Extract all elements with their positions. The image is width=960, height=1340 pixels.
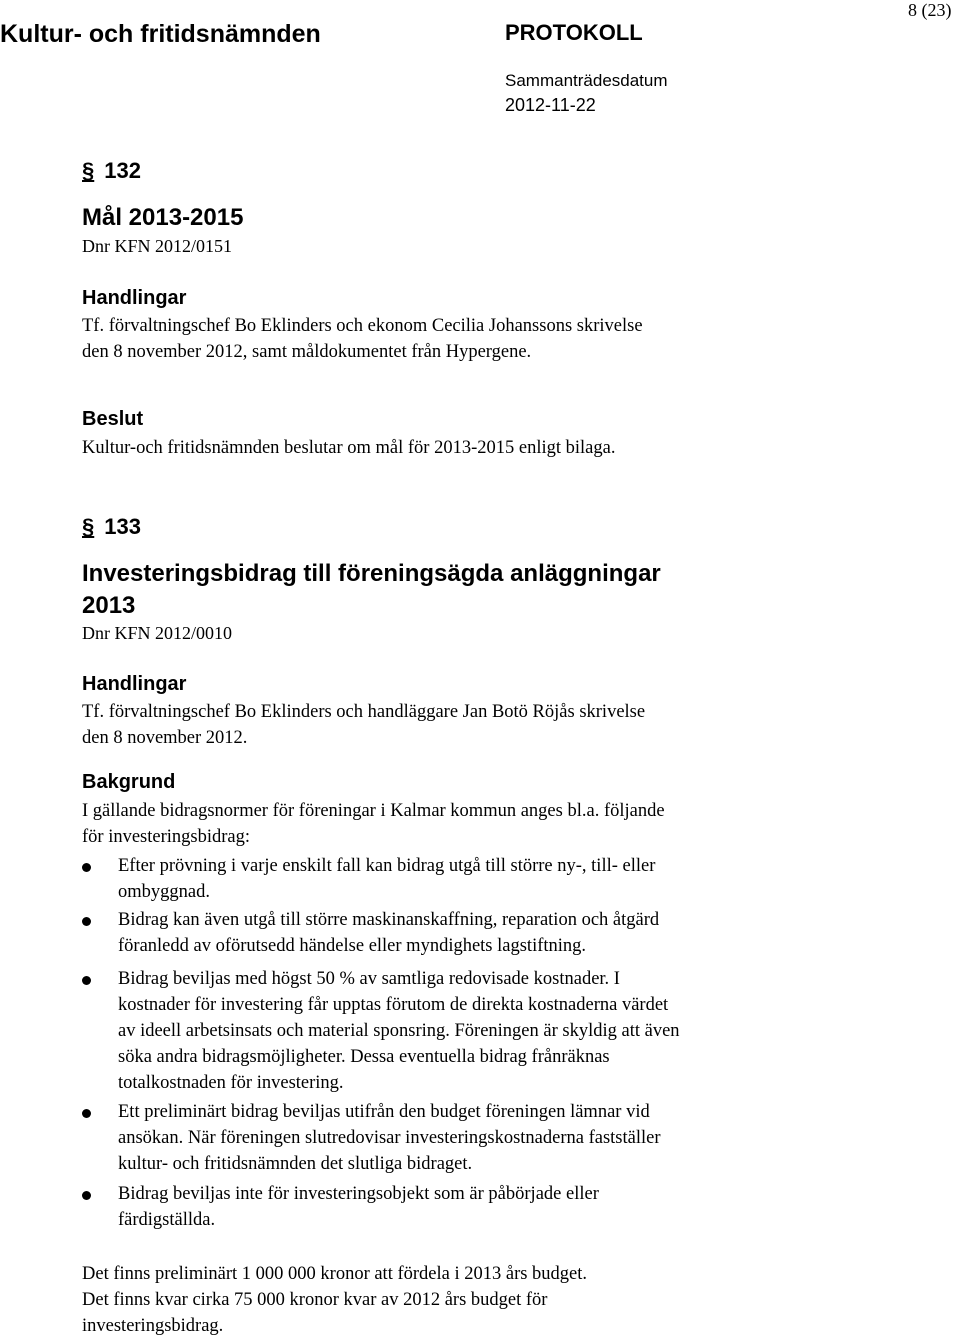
paragraph-132-handlingar-heading: Handlingar [82, 287, 187, 309]
paragraph-132-dnr: Dnr KFN 2012/0151 [82, 236, 233, 256]
closing-text: Det finns kvar cirka 75 000 kronor kvar av 2012 års budget för [82, 1290, 548, 1310]
page-number: 8 (23) [908, 0, 952, 20]
paragraph-number-text: 132 [104, 158, 141, 183]
bullet-text: Efter prövning i varje enskilt fall kan bidrag utgå till större ny-, till- eller [118, 856, 656, 876]
bullet-text: Bidrag kan även utgå till större maskinanskaffning, reparation och åtgärd [118, 910, 660, 930]
closing-text: Det finns preliminärt 1 000 000 kronor att fördela i 2013 års budget. [82, 1264, 588, 1284]
paragraph-133-handlingar-line: den 8 november 2012. [82, 728, 248, 748]
paragraph-133-bakgrund-heading: Bakgrund [82, 771, 176, 793]
paragraph-133-dnr: Dnr KFN 2012/0010 [82, 623, 233, 643]
bullet-marker [82, 863, 91, 872]
bullet-marker [82, 976, 91, 985]
meeting-date: 2012-11-22 [505, 95, 596, 115]
bullet-text: av ideell arbetsinsats och material sponsring. Föreningen är skyldig att även [118, 1021, 680, 1041]
paragraph-133-title: 2013 [82, 592, 136, 619]
paragraph-133-number [82, 514, 141, 540]
paragraph-132-handlingar-line: den 8 november 2012, samt måldokumentet från Hypergene. [82, 342, 532, 362]
document-type: PROTOKOLL [505, 20, 643, 45]
bullet-text: Bidrag beviljas med högst 50 % av samtliga redovisade kostnader. I [118, 969, 620, 989]
paragraph-132-beslut-heading: Beslut [82, 408, 144, 430]
bullet-text: söka andra bidragsmöjligheter. Dessa eventuella bidrag frånräknas [118, 1047, 610, 1067]
bullet-text: färdigställda. [118, 1210, 216, 1230]
bullet-text: föranledd av oförutsedd händelse eller myndighets lagstiftning. [118, 936, 587, 956]
paragraph-132-beslut-line: Kultur-och fritidsnämnden beslutar om mål för 2013-2015 enligt bilaga. [82, 438, 616, 458]
paragraph-133-title: Investeringsbidrag till föreningsägda anläggningar [82, 560, 661, 587]
bullet-marker [82, 917, 91, 926]
bullet-marker [82, 1109, 91, 1118]
section-symbol: § [82, 514, 95, 539]
paragraph-133-handlingar-line: Tf. förvaltningschef Bo Eklinders och handläggare Jan Botö Röjås skrivelse [82, 702, 646, 722]
bullet-text: Bidrag beviljas inte för investeringsobjekt som är påbörjade eller [118, 1184, 599, 1204]
committee-name: Kultur- och fritidsnämnden [0, 20, 321, 48]
section-symbol: § [82, 158, 95, 183]
bullet-text: ombyggnad. [118, 882, 210, 902]
paragraph-133-bakgrund-line: I gällande bidragsnormer för föreningar i Kalmar kommun anges bl.a. följande [82, 801, 665, 821]
paragraph-132-handlingar-line: Tf. förvaltningschef Bo Eklinders och ekonom Cecilia Johanssons skrivelse [82, 316, 643, 336]
bullet-text: kostnader för investering får upptas förutom de direkta kostnaderna värdet [118, 995, 669, 1015]
bullet-text: kultur- och fritidsnämnden det slutliga bidraget. [118, 1154, 473, 1174]
paragraph-133-bakgrund-line: för investeringsbidrag: [82, 827, 250, 847]
paragraph-133-handlingar-heading: Handlingar [82, 673, 187, 695]
bullet-text: totalkostnaden för investering. [118, 1073, 344, 1093]
bullet-text: ansökan. När föreningen slutredovisar investeringskostnaderna fastställer [118, 1128, 661, 1148]
paragraph-132-title: Mål 2013-2015 [82, 204, 244, 231]
bullet-marker [82, 1191, 91, 1200]
meeting-date-label: Sammanträdesdatum [505, 71, 668, 90]
closing-text: investeringsbidrag. [82, 1316, 224, 1336]
bullet-text: Ett preliminärt bidrag beviljas utifrån den budget föreningen lämnar vid [118, 1102, 650, 1122]
paragraph-number-text: 133 [104, 514, 141, 539]
paragraph-132-number [82, 158, 141, 184]
